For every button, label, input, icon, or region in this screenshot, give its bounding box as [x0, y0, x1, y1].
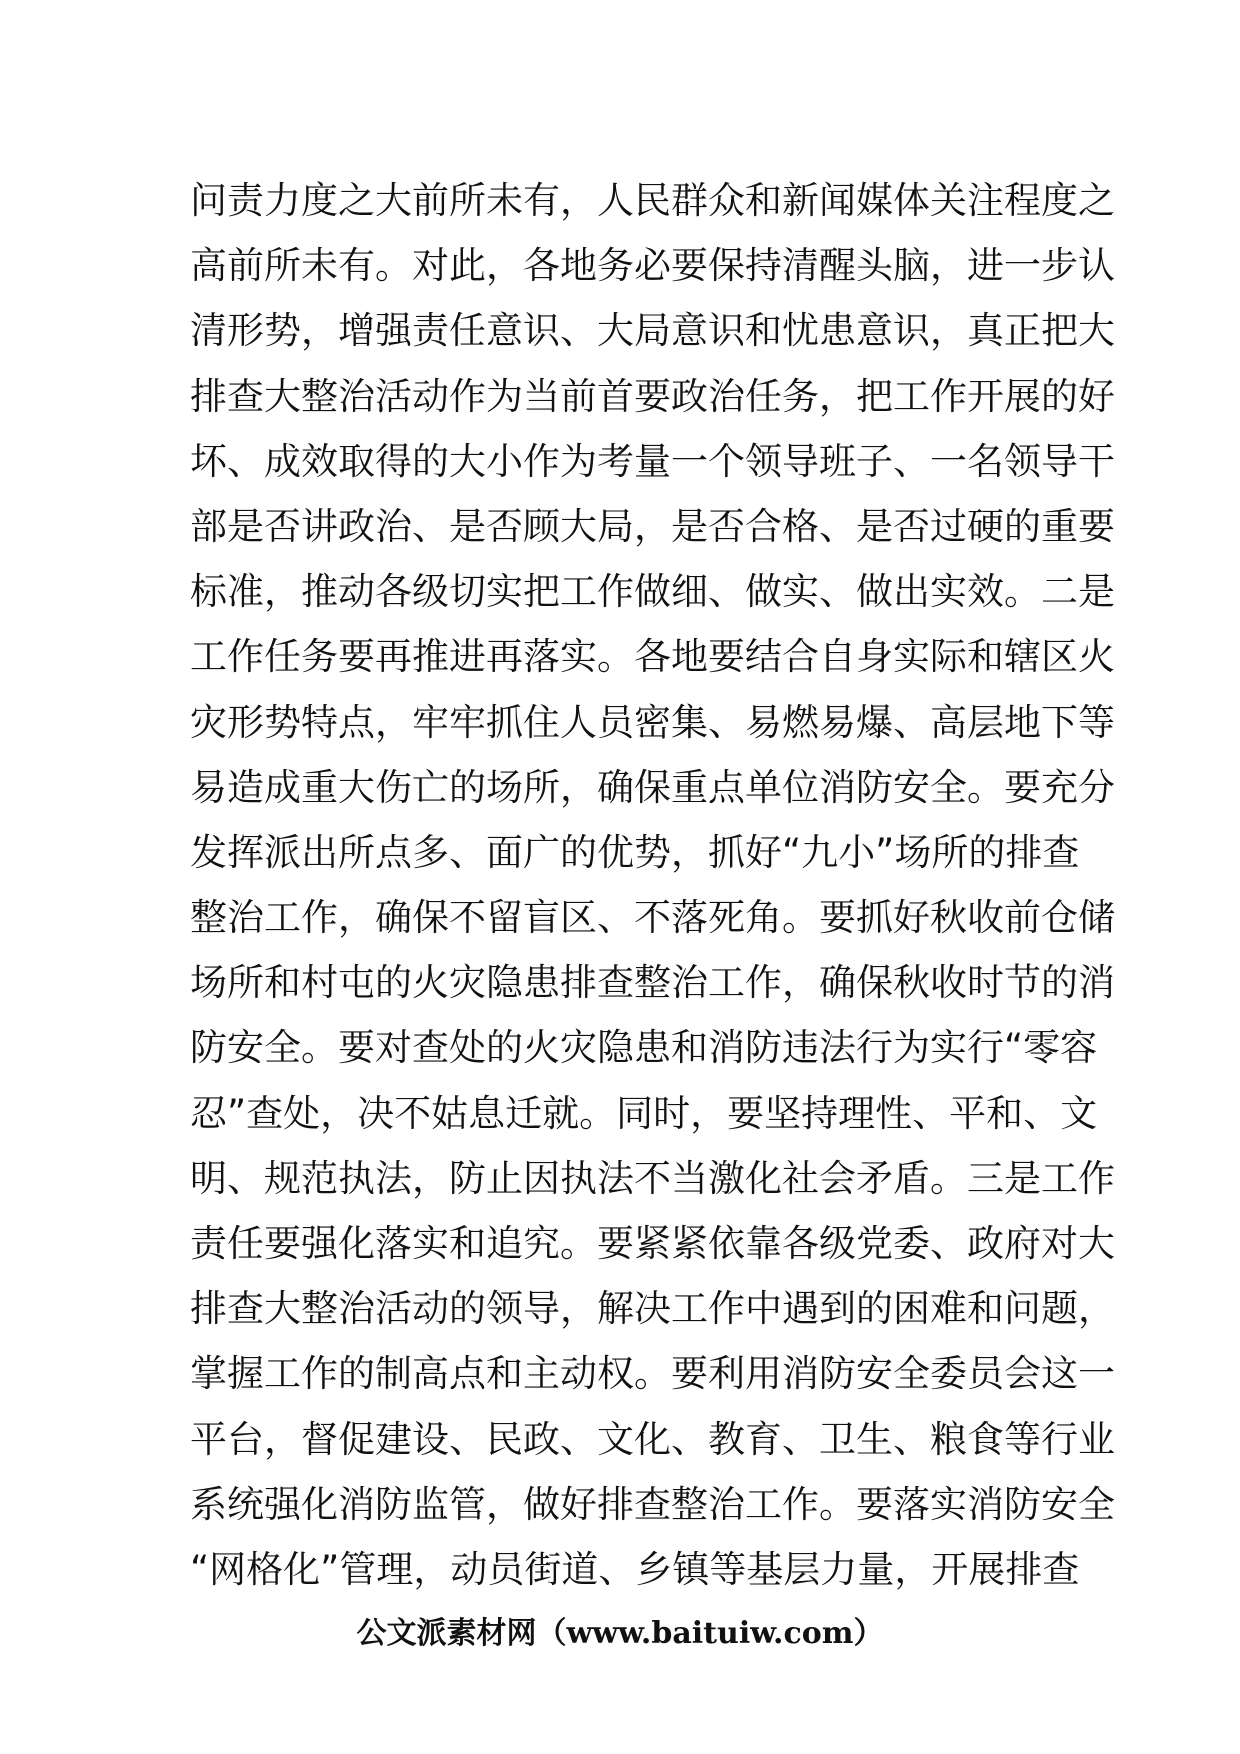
text-line: 高前所未有。对此，各地务必要保持清醒头脑，进一步认 — [190, 244, 1115, 288]
text-line: 标准，推动各级切实把工作做细、做实、做出实效。二是 — [190, 570, 1115, 614]
text-line: 责任要强化落实和追究。要紧紧依靠各级党委、政府对大 — [190, 1222, 1115, 1265]
text-line: 明、规范执法，防止因执法不当激化社会矛盾。三是工作 — [190, 1156, 1115, 1200]
text-line: 工作任务要再推进再落实。各地要结合自身实际和辖区火 — [190, 635, 1115, 679]
text-line: “网格化”管理，动员街道、乡镇等基层力量，开展排查 — [190, 1547, 1080, 1591]
text-line: 整治工作，确保不留盲区、不落死角。要抓好秋收前仓储 — [190, 896, 1115, 940]
text-line: 易造成重大伤亡的场所，确保重点单位消防安全。要充分 — [190, 765, 1115, 809]
text-line: 坏、成效取得的大小作为考量一个领导班子、一名领导干 — [190, 439, 1115, 483]
text-line: 部是否讲政治、是否顾大局，是否合格、是否过硬的重要 — [190, 504, 1115, 548]
text-line: 清形势，增强责任意识、大局意识和忧患意识，真正把大 — [190, 309, 1115, 353]
text-line: 灾形势特点，牢牢抓住人员密集、易燃易爆、高层地下等 — [190, 700, 1115, 744]
text-line: 问责力度之大前所未有，人民群众和新闻媒体关注程度之 — [190, 179, 1115, 222]
text-line: 发挥派出所点多、面广的优势，抓好“九小”场所的排查 — [190, 830, 1080, 874]
text-line: 系统强化消防监管，做好排查整治工作。要落实消防安全 — [190, 1482, 1115, 1526]
text-line: 场所和村屯的火灾隐患排查整治工作，确保秋收时节的消 — [190, 961, 1115, 1005]
text-line: 掌握工作的制高点和主动权。要利用消防安全委员会这一 — [190, 1352, 1115, 1396]
text-line: 忍”查处，决不姑息迁就。同时，要坚持理性、平和、文 — [190, 1091, 1098, 1135]
text-line: 排查大整治活动的领导，解决工作中遇到的困难和问题， — [190, 1287, 1115, 1331]
text-line: 防安全。要对查处的火灾隐患和消防违法行为实行“零容 — [190, 1026, 1098, 1070]
text-line: 平台，督促建设、民政、文化、教育、卫生、粮食等行业 — [190, 1417, 1115, 1461]
footer-source-note: 公文派素材网（www.baituiw.com） — [356, 1616, 884, 1651]
body-paragraph — [190, 168, 1115, 1602]
text-line: 排查大整治活动作为当前首要政治任务，把工作开展的好 — [190, 374, 1115, 418]
